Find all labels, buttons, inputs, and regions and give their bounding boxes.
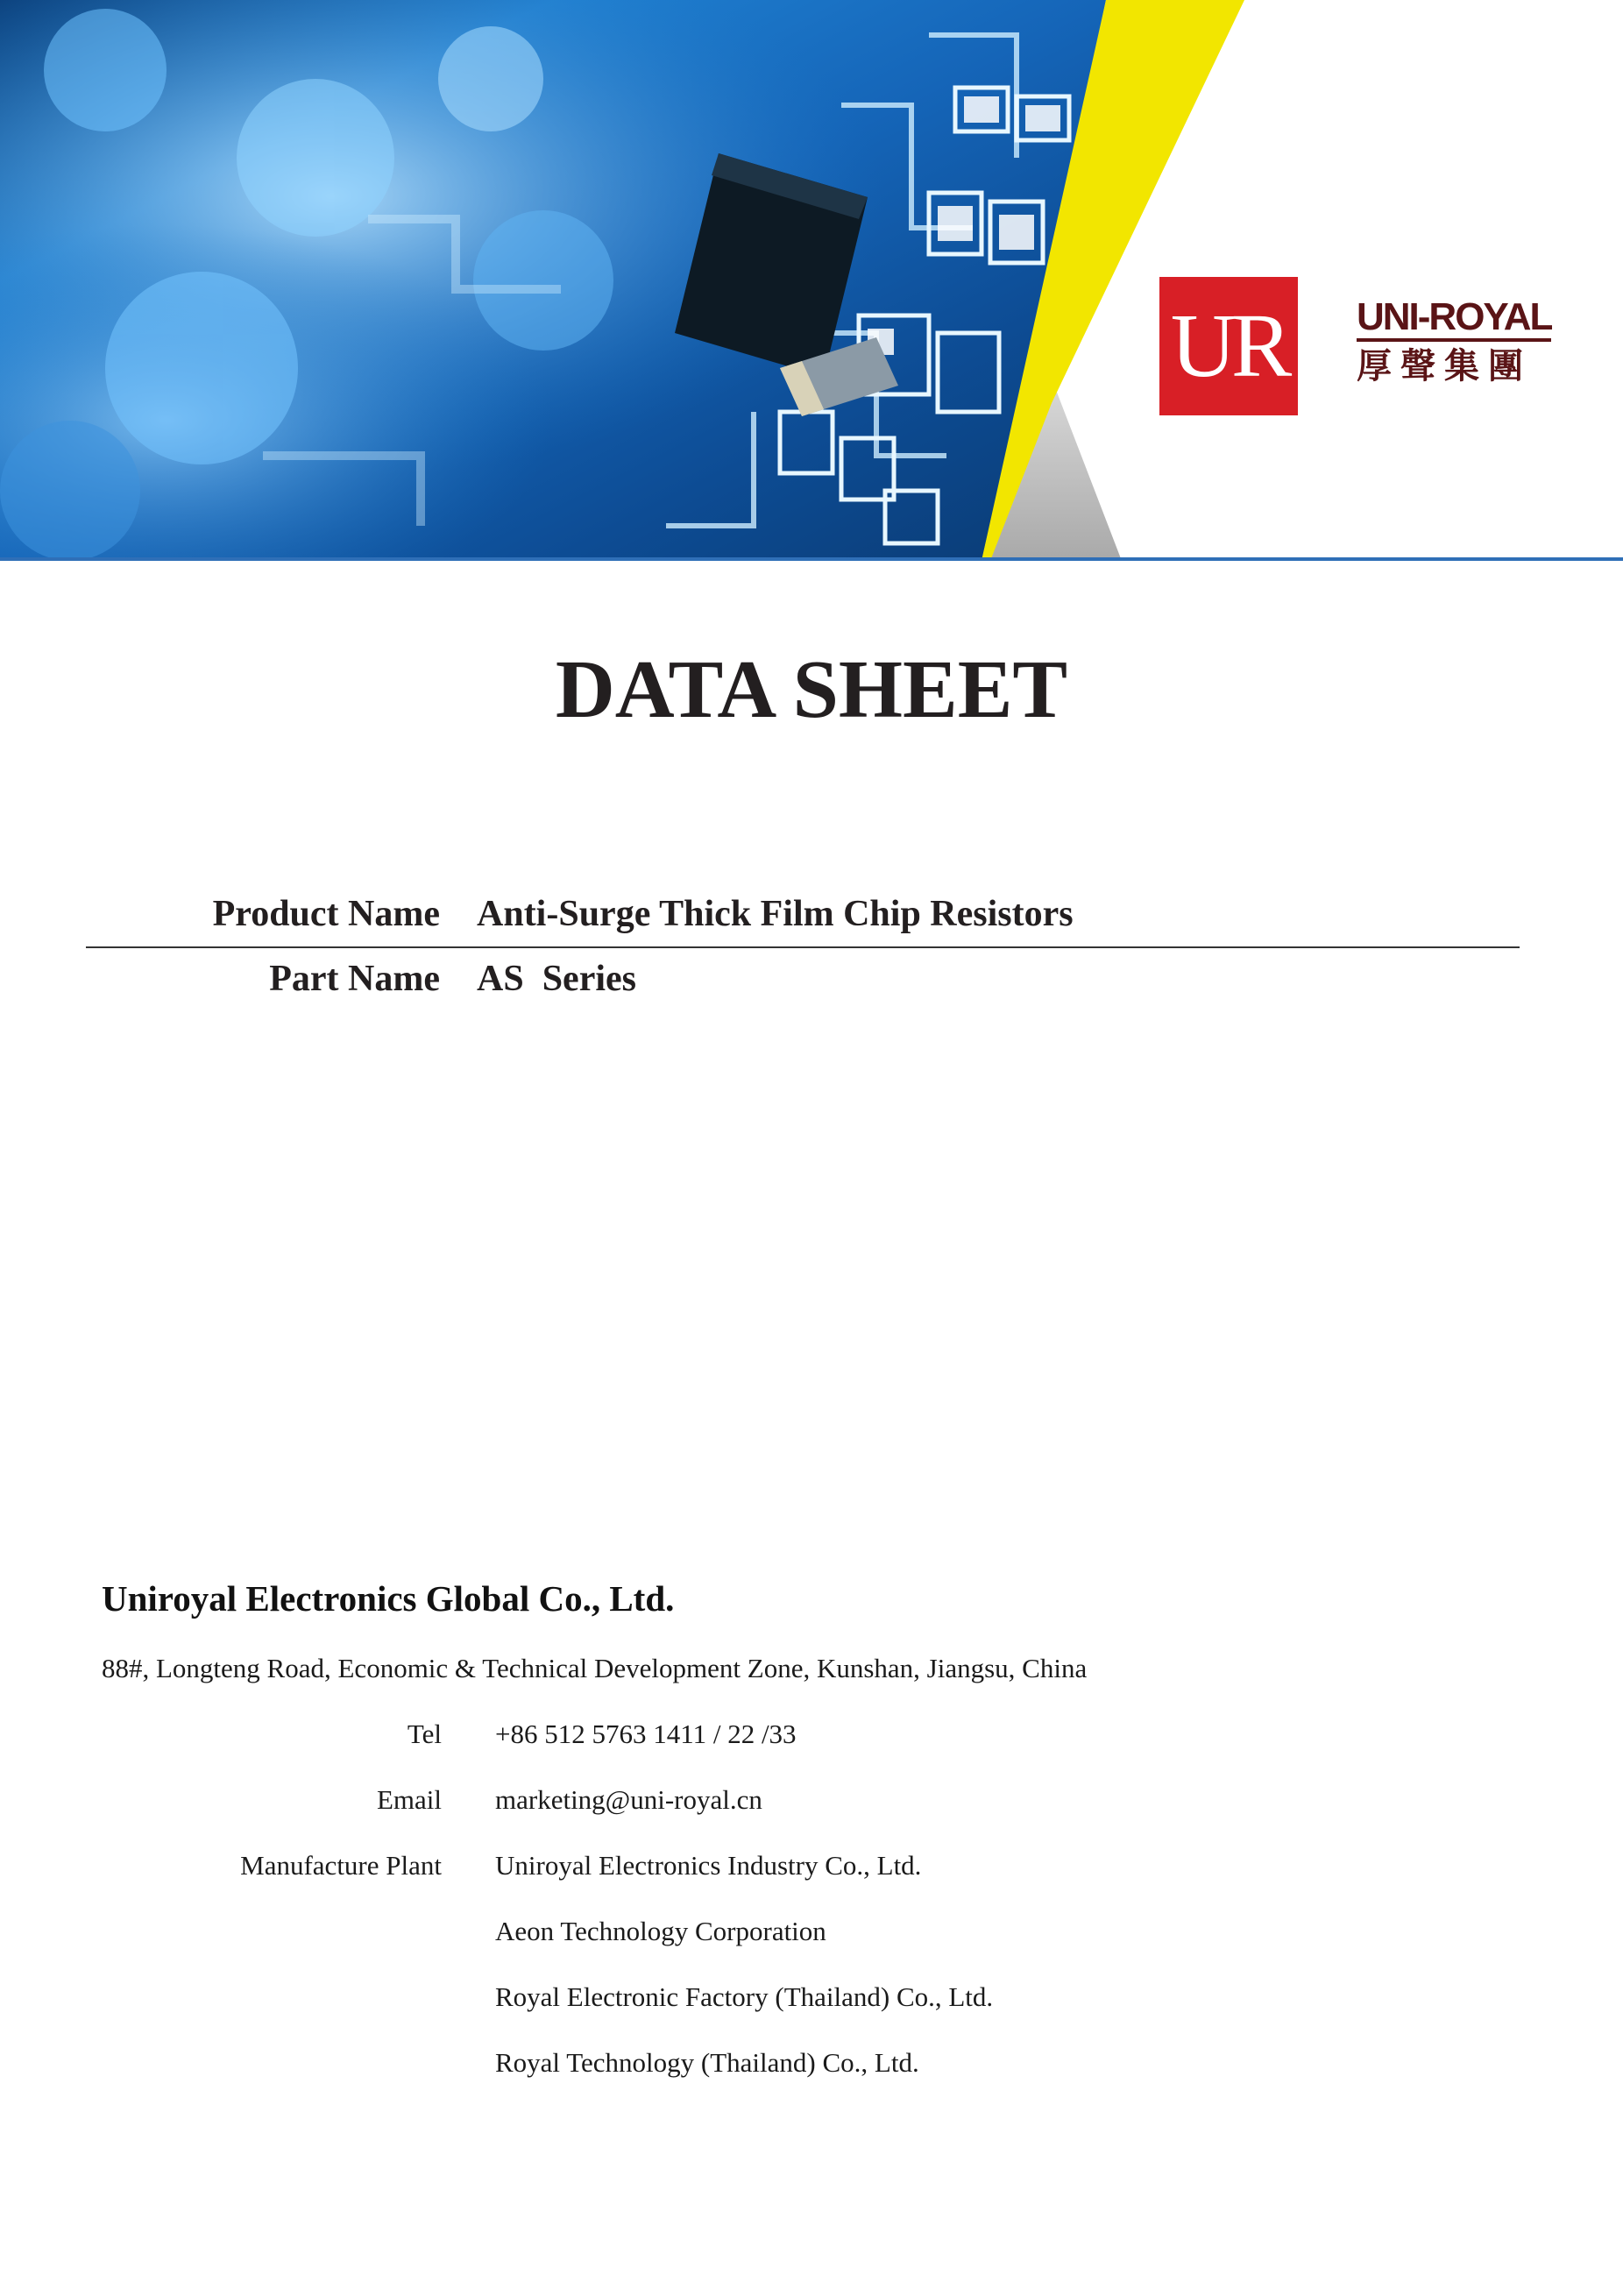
- plant-item: Uniroyal Electronics Industry Co., Ltd.: [495, 1850, 922, 1881]
- part-name-label: Part Name: [269, 959, 440, 999]
- company-name: Uniroyal Electronics Global Co., Ltd.: [102, 1578, 675, 1619]
- product-name-label: Product Name: [212, 894, 440, 934]
- email-link[interactable]: marketing@uni-royal.cn: [495, 1784, 762, 1815]
- company-address: 88#, Longteng Road, Economic & Technical Development Zone, Kunshan, Jiangsu, China: [102, 1653, 1088, 1683]
- email-label: Email: [376, 1784, 442, 1815]
- brand-name: UNI-ROYAL: [1357, 298, 1551, 342]
- banner-divider-line: [0, 557, 1623, 561]
- company-logo: [1159, 277, 1298, 415]
- plant-item: Royal Electronic Factory (Thailand) Co., Ltd.: [495, 1981, 994, 2012]
- plant-label: Manufacture Plant: [240, 1850, 442, 1881]
- brand-name-chinese: 厚聲集團: [1357, 346, 1532, 386]
- tel-label: Tel: [407, 1718, 442, 1749]
- plant-item: Royal Technology (Thailand) Co., Ltd.: [495, 2047, 919, 2078]
- circuit-board-image: [0, 0, 1623, 561]
- logo-mark: UR: [1170, 295, 1287, 396]
- info-divider: [86, 946, 1520, 948]
- document-title: DATA SHEET: [555, 644, 1068, 735]
- product-name-value: Anti-Surge Thick Film Chip Resistors: [477, 894, 1074, 934]
- plant-item: Aeon Technology Corporation: [495, 1916, 826, 1946]
- tel-value: +86 512 5763 1411 / 22 /33: [495, 1718, 797, 1749]
- header-banner: [0, 0, 1623, 561]
- part-name-value: AS Series: [477, 959, 636, 999]
